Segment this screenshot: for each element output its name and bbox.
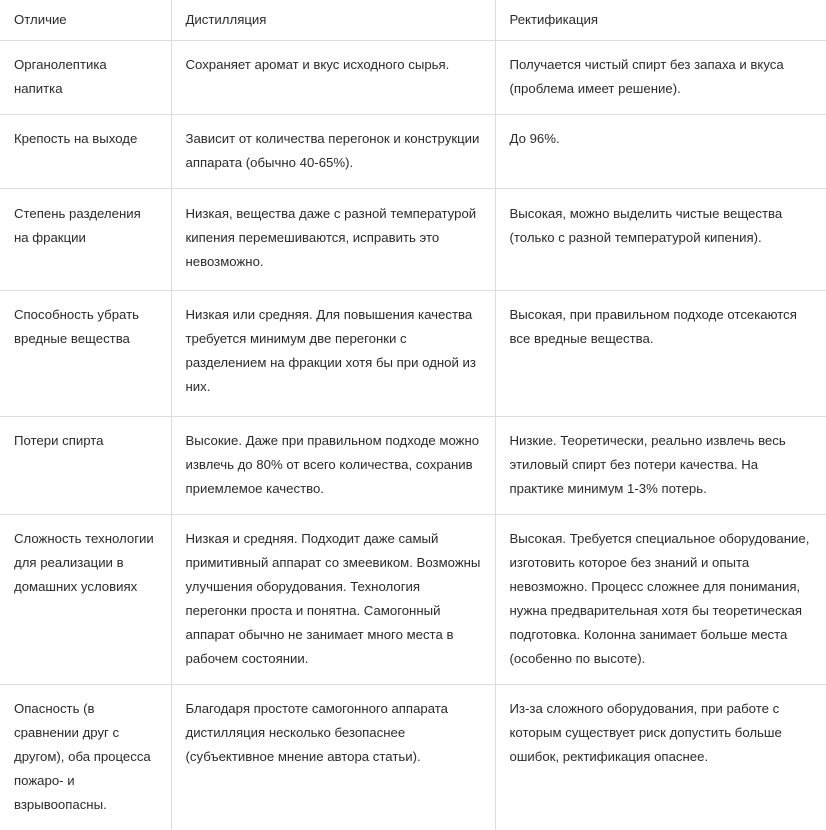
table-row (0, 515, 826, 685)
cell-distillation: Благодаря простоте самогонного аппарата дистилляция несколько безопаснее (субъективное мнение автора статьи). (171, 685, 495, 830)
cell-distillation: Низкая или средняя. Для повышения качества требуется минимум две перегонки с разделением на фракции хотя бы при одной из них. (171, 291, 495, 417)
table-header (0, 0, 826, 41)
cell-feature: Способность убрать вредные вещества (0, 291, 171, 417)
cell-rectification: Низкие. Теоретически, реально извлечь весь этиловый спирт без потери качества. На практике минимум 1-3% потерь. (495, 417, 826, 515)
table-row (0, 41, 826, 115)
table-row (0, 685, 826, 830)
column-header-distillation: Дистилляция (171, 0, 495, 41)
cell-rectification: Высокая, при правильном подходе отсекаются все вредные вещества. (495, 291, 826, 417)
table-row (0, 417, 826, 515)
cell-distillation: Низкая, вещества даже с разной температурой кипения перемешиваются, исправить это невозможно. (171, 189, 495, 291)
cell-distillation: Зависит от количества перегонок и конструкции аппарата (обычно 40-65%). (171, 115, 495, 189)
table-header-row (0, 0, 826, 41)
cell-rectification: Высокая. Требуется специальное оборудование, изготовить которое без знаний и опыта невозможно. Процесс сложнее для понимания, нужна предварительная хотя бы теоретическая подготовка. Колонна занимает больше места (особенно по высоте). (495, 515, 826, 685)
cell-feature: Органолептика напитка (0, 41, 171, 115)
table-row (0, 115, 826, 189)
cell-feature: Опасность (в сравнении друг с другом), оба процесса пожаро- и взрывоопасны. (0, 685, 171, 830)
cell-feature: Потери спирта (0, 417, 171, 515)
cell-feature: Сложность технологии для реализации в домашних условиях (0, 515, 171, 685)
cell-feature: Крепость на выходе (0, 115, 171, 189)
cell-feature: Степень разделения на фракции (0, 189, 171, 291)
cell-distillation: Низкая и средняя. Подходит даже самый примитивный аппарат со змеевиком. Возможны улучшения оборудования. Технология перегонки проста и понятна. Самогонный аппарат обычно не занимает много места в рабочем состоянии. (171, 515, 495, 685)
table-row (0, 189, 826, 291)
column-header-rectification: Ректификация (495, 0, 826, 41)
column-header-feature: Отличие (0, 0, 171, 41)
cell-rectification: Из-за сложного оборудования, при работе с которым существует риск допустить больше ошибок, ректификация опаснее. (495, 685, 826, 830)
cell-rectification: Получается чистый спирт без запаха и вкуса (проблема имеет решение). (495, 41, 826, 115)
table-row (0, 291, 826, 417)
cell-rectification: Высокая, можно выделить чистые вещества (только с разной температурой кипения). (495, 189, 826, 291)
table-body (0, 41, 826, 830)
cell-distillation: Сохраняет аромат и вкус исходного сырья. (171, 41, 495, 115)
cell-distillation: Высокие. Даже при правильном подходе можно извлечь до 80% от всего количества, сохранив приемлемое качество. (171, 417, 495, 515)
cell-rectification: До 96%. (495, 115, 826, 189)
